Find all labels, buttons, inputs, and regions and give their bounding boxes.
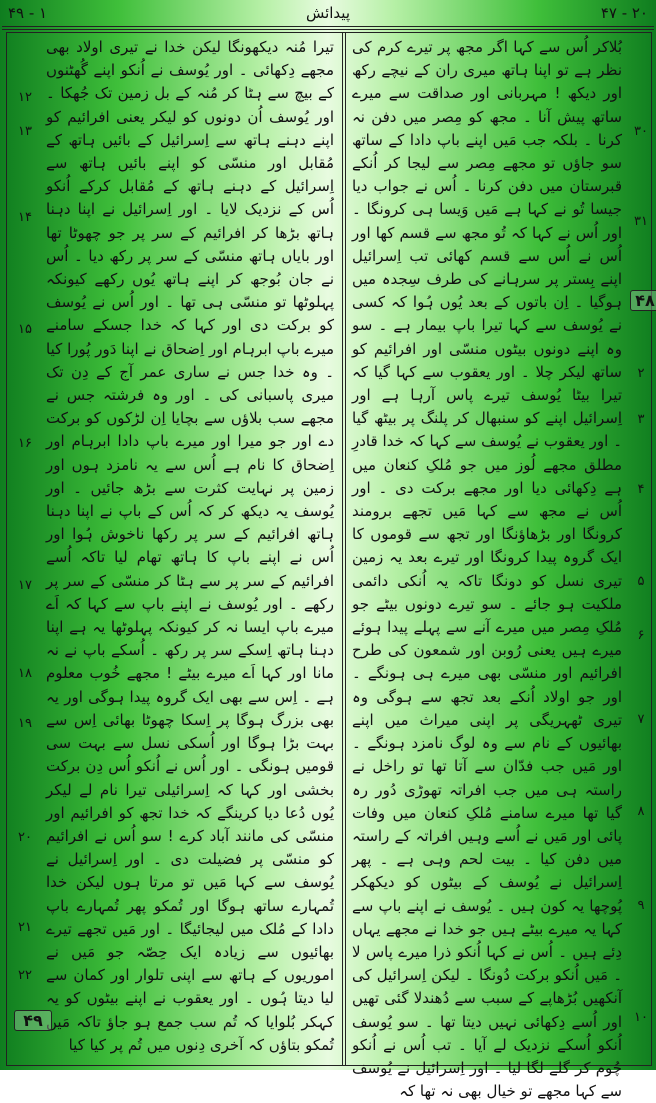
verse-number: ۳ — [637, 412, 645, 427]
header-rule-bottom — [2, 29, 654, 30]
verse-number: ۹ — [637, 898, 645, 913]
verse-number: ۵ — [637, 574, 645, 589]
page-header — [0, 0, 656, 26]
verse-number: ۲ — [637, 366, 645, 381]
verse-number: ۳۰ — [634, 124, 648, 139]
right-text-column — [352, 36, 622, 1103]
verse-number: ۴ — [637, 482, 645, 497]
verse-number: ۱۹ — [18, 716, 32, 731]
verse-number: ۱۸ — [18, 666, 32, 681]
column-divider — [342, 32, 346, 1066]
verse-number: ۲۱ — [18, 920, 32, 935]
header-rule-top — [2, 26, 654, 27]
verse-number: ۳۱ — [634, 214, 648, 229]
verse-number: ۷ — [637, 712, 645, 727]
verse-number: ۸ — [637, 804, 645, 819]
verse-number: ۲۲ — [18, 968, 32, 983]
verse-number: ۱۷ — [18, 578, 32, 593]
left-text-column — [46, 36, 334, 1057]
verse-number: ۱۳ — [18, 124, 32, 139]
header-left-range: ۴۹ - ۱ — [8, 4, 48, 22]
header-right-range: ۴۷ - ۲۰ — [600, 4, 648, 22]
right-column-text: بُلاکر اُس سے کہا اگر مجھ پر تیرے کرم کی نظر ہے تو اپنا ہاتھ میری ران کے نیچے رکھ اور دیکھ ! مہربانی اور صداقت سے میرے ساتھ پیش آنا ۔ مجھ کو مِصر میں دفن نہ کرنا ۔ بلکہ جب مَیں اپنے باپ دادا کے ساتھ سو جاؤں تو مجھے مِصر سے لیجا کر اُنکے قبرستان میں دفن کرنا ۔ اُس نے جواب دیا جیسا تُو نے کہا ہے مَیں وَیسا ہی کرونگا ۔ اور اُس نے کہا کہ تُو مجھ سے قسم کھا اور اُس نے اُس سے قسم کھائی تب اِسرائیل اپنے بِستر پر سرہانے کی طرف سِجدہ میں ہوگیا ۔ اِن باتوں کے بعد یُوں ہُوا کہ کسی نے یُوسف سے کہا تیرا باپ بیمار ہے ۔ سو وہ اپنے دونوں بیٹوں منسّی اور افرائیم کو ساتھ لیکر چلا ۔ اور یعقوب سے کہا گیا کہ تیرا بیٹا یُوسف تیرے پاس آرہا ہے اور اِسرائیل اپنے کو سنبھال کر پلنگ پر بیٹھ گیا ۔ اور یعقوب نے یُوسف سے کہا کہ خدا قادرِ مطلق مجھے لُوز میں جو مُلکِ کنعان میں ہے دِکھائی دیا اور مجھے برکت دی ۔ اور اُس نے مجھ سے کہا مَیں تجھے برومند کرونگا اور بڑھاؤنگا اور تجھ سے قوموں کا ایک گروہ پیدا کرونگا اور تیرے بعد یہ زمین تیری نسل کو دونگا تاکہ یہ اُنکی دائمی ملکیت ہو جائے ۔ سو تیرے دونوں بیٹے جو مُلکِ مِصر میں میرے آنے سے پہلے پیدا ہوئے میرے ہیں یعنی رُوبن اور شمعون کی طرح افرائیم اور منسّی بھی میرے ہی ہونگے ۔ اور جو اولاد اُنکے بعد تجھ سے ہوگی وہ تیری ٹھہریگی پر اپنی میراث میں اپنے بھائیوں کے نام سے وہ لوگ نامزد ہونگے ۔ اور مَیں جب فدّان سے آتا تھا تو راخل نے راستہ ہی میں جب افراتہ تھوڑی دُور رہ گیا تھا میرے سامنے مُلکِ کنعان میں وفات پائی اور مَیں نے اُسے وہیں افراتہ کے راستہ میں دفن کیا ۔ بیت لحم وہی ہے ۔ پھر اِسرائیل نے یُوسف کے بیٹوں کو دیکھکر پُوچھا یہ کون ہیں ۔ یُوسف نے اپنے باپ سے کہا یہ میرے بیٹے ہیں جو خدا نے مجھے یہاں دِئے ہیں ۔ اُس نے کہا اُنکو ذرا میرے پاس لا ۔ مَیں اُنکو برکت دُونگا ۔ لیکن اِسرائیل کی آنکھیں بُڑھاپے کے سبب سے دُھندلا گئی تھیں اور اُسے دِکھائی نہیں دیتا تھا ۔ سو یُوسف اُنکو اُسکے نزدیک لے آیا ۔ تب اُس نے اُنکو چُوم کر گلے لگا لیا ۔ اور اِسرائیل نے یُوسف سے کہا مجھے تو خیال بھی نہ تھا کہ — [352, 38, 622, 1101]
verse-number: ۱۵ — [18, 322, 32, 337]
verse-number: ۲۰ — [18, 830, 32, 845]
chapter-number-badge: ۴۸ — [630, 290, 656, 311]
verse-number: ۱۶ — [18, 436, 32, 451]
chapter-number-badge: ۴۹ — [14, 1010, 52, 1031]
verse-number: ۱۰ — [634, 1010, 648, 1025]
verse-number: ۱۲ — [18, 90, 32, 105]
left-column-text: تیرا مُنہ دیکھونگا لیکن خدا نے تیری اولاد بھی مجھے دِکھائی ۔ اور یُوسف نے اُنکو اپنے گُھٹنوں کے بیچ سے ہٹا کر مُنہ کے بل زمین تک جُھکا ۔ اور یُوسف اُن دونوں کو لیکر یعنی افرائیم کو اپنے دہنے ہاتھ سے اِسرائیل کے بائیں ہاتھ کے مُقابل اور منسّی کو اپنے بائیں ہاتھ سے اِسرائیل کے دہنے ہاتھ کے مُقابل کرکے اُنکو اُس کے نزدیک لایا ۔ اور اِسرائیل نے اپنا دہنا ہاتھ بڑھا کر افرائیم کے سر پر جو چھوٹا تھا اور بایاں ہاتھ منسّی کے سر پر رکھ دیا ۔ اُس نے جان بُوجھ کر اپنے ہاتھ یُوں رکھے کیونکہ پہلوٹھا تو منسّی ہی تھا ۔ اور اُس نے یُوسف کو برکت دی اور کہا کہ خدا جسکے سامنے میرے باپ ابرہام اور اِضحاق نے اپنا دَور پُورا کیا ۔ وہ خدا جس نے ساری عمر آج کے دِن تک میری پاسبانی کی ۔ اور وہ فرشتہ جس نے مجھے سب بلاؤں سے بچایا اِن لڑکوں کو برکت دے اور جو میرا اور میرے باپ دادا ابرہام اور اِضحاق کا نام ہے اُس سے یہ نامزد ہوں اور زمین پر نہایت کثرت سے بڑھ جائیں ۔ اور یُوسف یہ دیکھ کر کہ اُس کے باپ نے اپنا دہنا ہاتھ افرائیم کے سر پر رکھا ناخوش ہُوا اور اُس نے اپنے باپ کا ہاتھ تھام لیا تاکہ اُسے افرائیم کے سر پر سے ہٹا کر منسّی کے سر پر رکھے ۔ اور یُوسف نے اپنے باپ سے کہا کہ اَے میرے باپ ایسا نہ کر کیونکہ پہلوٹھا یہ ہے اپنا دہنا ہاتھ اِسکے سر پر رکھ ۔ اُسکے باپ نے نہ مانا اور کہا اَے میرے بیٹے ! مجھے خُوب معلوم ہے ۔ اِس سے بھی ایک گروہ پیدا ہوگی اور یہ بھی بزرگ ہوگا پر اِسکا چھوٹا بھائی اِس سے بہت بڑا ہوگا اور اُسکی نسل سے بہت سی قومیں ہونگی ۔ اور اُس نے اُنکو اُس دِن برکت بخشی اور کہا کہ اِسرائیلی تیرا نام لے لیکر یُوں دُعا دیا کرینگے کہ خدا تجھ کو افرائیم اور منسّی کی مانند آباد کرے ! سو اُس نے افرائیم کو منسّی پر فضیلت دی ۔ اور اِسرائیل نے یُوسف سے کہا مَیں تو مرتا ہوں لیکن خدا تُمہارے ساتھ ہوگا اور تُمکو پھر تُمہارے باپ دادا کے مُلک میں لیجائیگا ۔ اور مَیں تجھے تیرے بھائیوں سے زیادہ ایک حِصّہ جو مَیں نے اموریوں کے ہاتھ سے اپنی تلوار اور کمان سے لیا دیتا ہُوں ۔ اور یعقوب نے اپنے بیٹوں کو یہ کہکر بُلوایا کہ تُم سب جمع ہو جاؤ تاکہ مَیں تُمکو بتاؤں کہ آخری دِنوں میں تُم پر کیا کیا — [46, 38, 334, 1054]
page-title: پیدائش — [305, 4, 351, 22]
verse-number: ۶ — [637, 628, 645, 643]
verse-number: ۱۴ — [18, 210, 32, 225]
